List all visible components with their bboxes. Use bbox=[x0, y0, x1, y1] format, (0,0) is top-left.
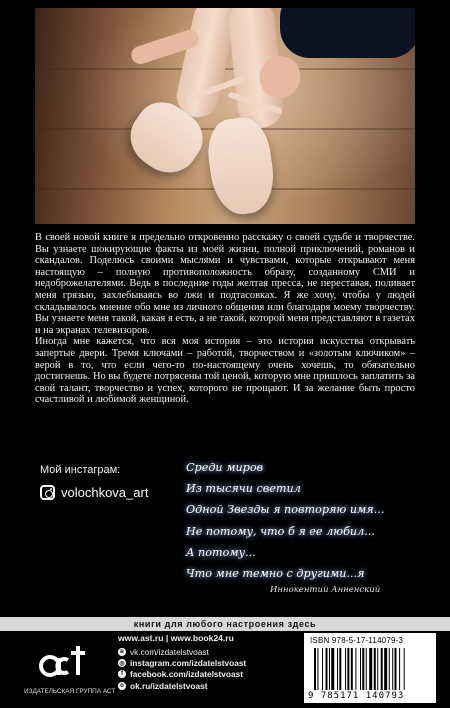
ast-logo-icon bbox=[38, 640, 88, 680]
publisher-links bbox=[118, 633, 246, 692]
barcode-bar bbox=[326, 648, 328, 690]
isbn-number: ISBN 978-5-17-114079-3 bbox=[310, 636, 404, 645]
description-paragraph-2: Иногда мне кажется, что вся моя история – это история искусства открывать запертые двери. Тремя ключами – работой, творчеством и «золотым ключиком» – верой в то, что если чего-то по-настоящему очень хочешь, то обязательно достигнешь. Но вы будете потрясены той ценой, которую мне пришлось заплатить за свой талант, творчество и успех, которого не прощают. И за желание быть просто счастливой и любимой женщиной. bbox=[35, 336, 415, 406]
poem-line: Не потому, что б я ее любил... bbox=[186, 524, 375, 538]
barcode-bar bbox=[399, 648, 400, 690]
social-link-ok[interactable] bbox=[118, 680, 246, 691]
barcode-bar bbox=[404, 648, 405, 690]
barcode-bar bbox=[369, 648, 372, 690]
barcode-bar bbox=[395, 648, 397, 690]
poem-line: А потому... bbox=[186, 545, 256, 559]
instagram-icon: ◎ bbox=[119, 660, 125, 667]
barcode-bar bbox=[362, 648, 364, 690]
isbn-barcode-block bbox=[304, 633, 436, 703]
cover-photo-ballet-pointe-shoes bbox=[35, 8, 415, 224]
social-link-vk[interactable] bbox=[118, 646, 246, 657]
book-description bbox=[35, 232, 415, 406]
barcode-bar bbox=[389, 648, 390, 690]
barcode-bar bbox=[347, 648, 349, 690]
barcode-bar bbox=[381, 648, 383, 690]
barcode-bar bbox=[337, 648, 338, 690]
instagram-icon bbox=[40, 485, 55, 500]
poem-line: Из тысячи светил bbox=[186, 482, 301, 496]
barcode-bar bbox=[355, 648, 356, 690]
barcode-bar bbox=[339, 648, 341, 690]
poem-line: Среди миров bbox=[186, 461, 264, 474]
barcode-bar bbox=[377, 648, 378, 690]
barcode-bar bbox=[366, 648, 367, 690]
poem-epigraph bbox=[186, 457, 426, 584]
description-paragraph-1: В своей новой книге я предельно откровенно расскажу о своей судьбе и творчестве. Вы узнаете шокирующие факты из моей жизни, полной приключений, романов и скандалов. Поделюсь своими мыслями и чувствами, которые открывают меня настоящую – полную противоположность образу, созданному СМИ и недоброжелателями. Ведь в последние годы желтая пресса, не переставая, поливает меня грязью, захлебываясь во лжи и подтасовках. Я же хочу, чтобы у людей складывалось мнение обо мне из личного общения или благодаря моему творчеству. Вы узнаете меня такой, какая я есть, а не такой, которой меня представляют в газетах и на экранах телевизоров. bbox=[35, 232, 415, 336]
social-link-text[interactable]: instagram.com/izdatelstvoast bbox=[130, 658, 247, 669]
instagram-account[interactable] bbox=[40, 485, 148, 500]
barcode-bar bbox=[384, 648, 387, 690]
barcode-bar bbox=[360, 648, 361, 690]
instagram-handle[interactable]: volochkova_art bbox=[61, 485, 149, 500]
publisher-logo-block bbox=[24, 640, 116, 700]
poem-line: Одной Звезды я повторяю имя... bbox=[186, 503, 385, 517]
facebook-icon: f bbox=[118, 670, 126, 678]
social-link-text[interactable]: facebook.com/izdatelstvoast bbox=[130, 669, 243, 680]
poem-author: Иннокентий Анненский bbox=[270, 585, 381, 595]
social-link-instagram[interactable] bbox=[118, 657, 246, 668]
barcode-bar bbox=[351, 648, 353, 690]
barcode-bar bbox=[322, 648, 323, 690]
social-link-facebook[interactable] bbox=[118, 669, 246, 680]
social-link-text[interactable]: vk.com/izdatelstvoast bbox=[130, 646, 209, 657]
barcode-bar bbox=[329, 648, 330, 690]
barcode-bar bbox=[345, 648, 346, 690]
barcode-bar bbox=[374, 648, 376, 690]
barcode-icon bbox=[314, 648, 428, 690]
barcode-bar bbox=[331, 648, 334, 690]
barcode-bar bbox=[317, 648, 318, 690]
vk-icon: в bbox=[118, 648, 126, 656]
instagram-label: Мой инстаграм: bbox=[40, 464, 121, 476]
slogan-bar: книги для любого настроения здесь bbox=[0, 617, 450, 631]
dancer-clothing bbox=[280, 8, 415, 58]
publisher-websites[interactable]: www.ast.ru | www.book24.ru bbox=[118, 633, 234, 643]
ok-icon: о bbox=[118, 682, 126, 690]
barcode-bar bbox=[314, 648, 316, 690]
poem-line: Что мне темно с другими...я bbox=[186, 567, 365, 581]
publisher-caption: ИЗДАТЕЛЬСКАЯ ГРУППА АСТ bbox=[24, 688, 116, 695]
barcode-bar bbox=[392, 648, 393, 690]
barcode-digits: 9 785171 140793 bbox=[308, 691, 405, 701]
social-link-text[interactable]: ok.ru/izdatelstvoast bbox=[130, 680, 208, 691]
